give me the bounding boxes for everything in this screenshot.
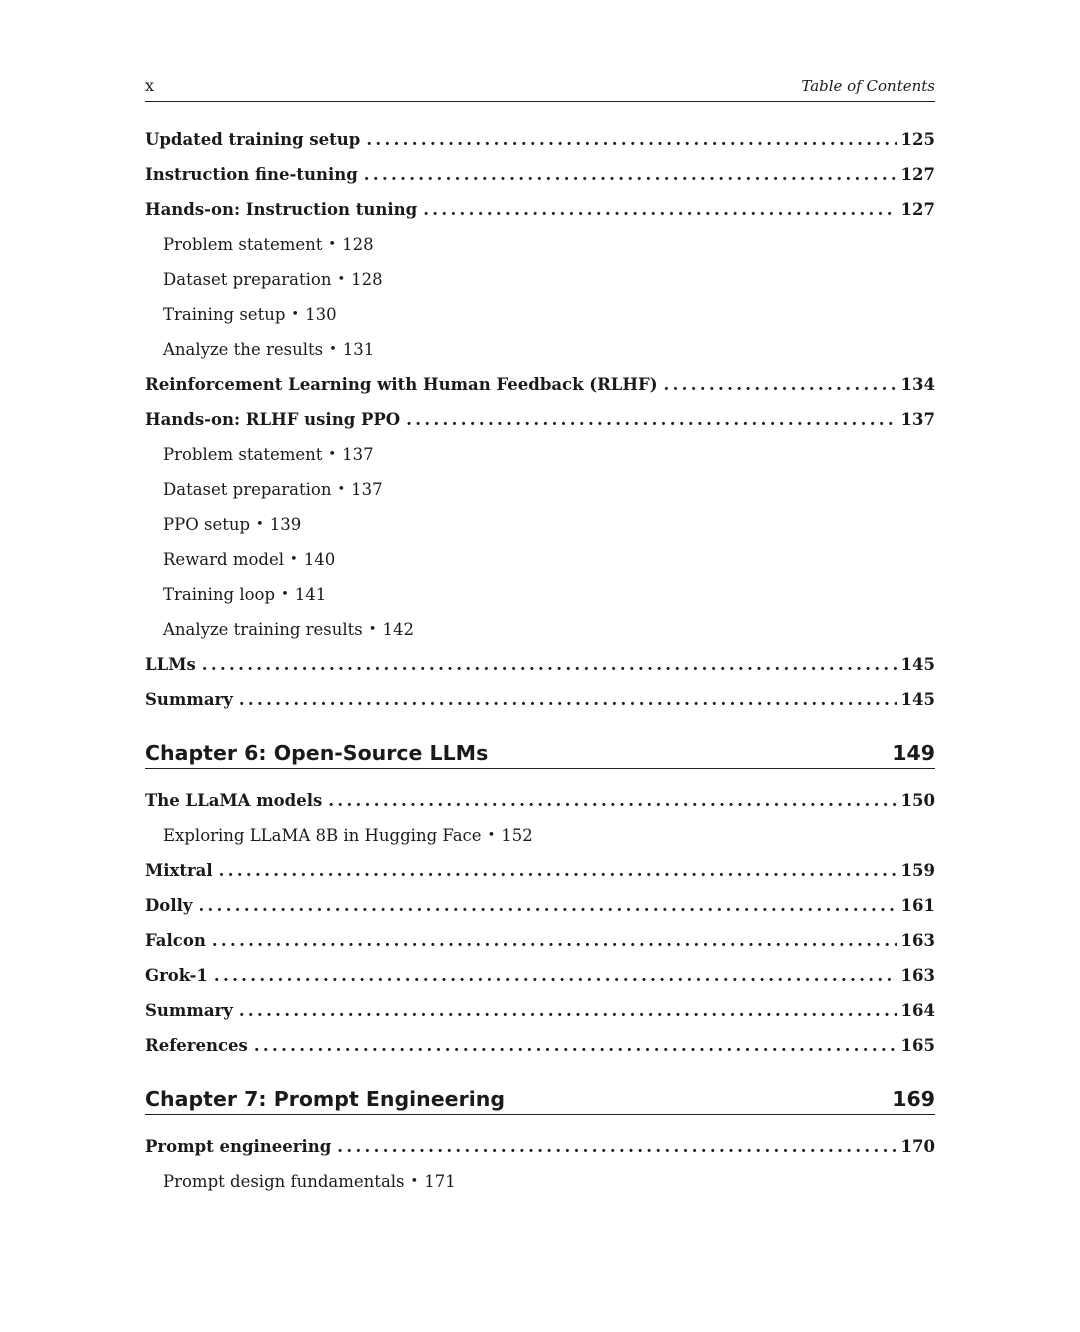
entry-title: Dataset preparation — [163, 270, 332, 289]
toc-entry[interactable] — [145, 923, 935, 958]
toc-subentry[interactable] — [145, 332, 935, 367]
entry-page-number: 145 — [900, 655, 935, 674]
dot-leader — [202, 655, 897, 674]
entry-title: The LLaMA models — [145, 791, 323, 810]
entry-title: References — [145, 1036, 248, 1055]
toc-subentry[interactable] — [145, 227, 935, 262]
entry-title: Grok-1 — [145, 966, 208, 985]
dot-leader — [239, 1001, 897, 1020]
bullet-separator: • — [328, 237, 337, 252]
bullet-separator: • — [487, 828, 496, 843]
bullet-separator: • — [368, 622, 377, 637]
toc-section-chapter-6 — [145, 783, 935, 1063]
toc-subentry[interactable] — [145, 297, 935, 332]
toc-entry[interactable] — [145, 122, 935, 157]
entry-page-number: 137 — [342, 445, 374, 464]
entry-page-number: 137 — [351, 480, 383, 499]
entry-page-number: 128 — [351, 270, 383, 289]
entry-title: Training setup — [163, 305, 286, 324]
entry-page-number: 145 — [900, 690, 935, 709]
entry-title: Training loop — [163, 585, 276, 604]
toc-section-chapter-7 — [145, 1129, 935, 1199]
dot-leader — [239, 690, 897, 709]
entry-page-number: 131 — [342, 340, 375, 359]
entry-page-number: 125 — [900, 130, 935, 149]
toc-subentry[interactable] — [145, 612, 935, 647]
entry-page-number: 159 — [900, 861, 935, 880]
entry-page-number: 170 — [900, 1137, 935, 1156]
toc-entry[interactable] — [145, 192, 935, 227]
bullet-separator: • — [337, 272, 346, 287]
dot-leader — [254, 1036, 897, 1055]
entry-page-number: 134 — [900, 375, 935, 394]
entry-title: Falcon — [145, 931, 206, 950]
toc-subentry[interactable] — [145, 262, 935, 297]
entry-title: Analyze training results — [163, 620, 363, 639]
entry-title: Reward model — [163, 550, 285, 569]
entry-title: Summary — [145, 1001, 233, 1020]
entry-title: Mixtral — [145, 861, 213, 880]
entry-title: Dolly — [145, 896, 193, 915]
toc-entry[interactable] — [145, 783, 935, 818]
entry-page-number: 127 — [900, 165, 935, 184]
entry-title: Problem statement — [163, 235, 323, 254]
toc-subentry[interactable] — [145, 472, 935, 507]
toc-subentry[interactable] — [145, 818, 935, 853]
toc-entry[interactable] — [145, 367, 935, 402]
bullet-separator: • — [337, 482, 346, 497]
chapter-heading-6[interactable] — [145, 733, 935, 769]
entry-page-number: 152 — [501, 826, 533, 845]
dot-leader — [364, 165, 897, 184]
entry-title: Problem statement — [163, 445, 323, 464]
entry-page-number: 128 — [342, 235, 374, 254]
chapter-title: Chapter 6: Open-Source LLMs — [145, 741, 489, 765]
entry-page-number: 141 — [294, 585, 327, 604]
dot-leader — [406, 410, 896, 429]
entry-page-number: 171 — [424, 1172, 456, 1191]
entry-title: Prompt engineering — [145, 1137, 332, 1156]
toc-subentry[interactable] — [145, 542, 935, 577]
entry-page-number: 140 — [303, 550, 336, 569]
entry-page-number: 161 — [900, 896, 935, 915]
bullet-separator: • — [291, 307, 300, 322]
entry-title: Dataset preparation — [163, 480, 332, 499]
toc-entry[interactable] — [145, 402, 935, 437]
toc-entry[interactable] — [145, 1129, 935, 1164]
dot-leader — [219, 861, 897, 880]
entry-page-number: 130 — [305, 305, 337, 324]
running-header — [145, 70, 935, 102]
entry-page-number: 163 — [900, 966, 935, 985]
entry-page-number: 137 — [900, 410, 935, 429]
toc-entry[interactable] — [145, 1028, 935, 1063]
entry-page-number: 164 — [900, 1001, 935, 1020]
toc-section-chapter-5-continued — [145, 122, 935, 717]
chapter-heading-7[interactable] — [145, 1079, 935, 1115]
dot-leader — [664, 375, 897, 394]
entry-page-number: 150 — [900, 791, 935, 810]
entry-title: PPO setup — [163, 515, 251, 534]
toc-entry[interactable] — [145, 157, 935, 192]
dot-leader — [198, 896, 896, 915]
running-title: Table of Contents — [801, 77, 935, 95]
toc-subentry[interactable] — [145, 437, 935, 472]
entry-page-number: 165 — [900, 1036, 935, 1055]
entry-page-number: 163 — [900, 931, 935, 950]
entry-title: Exploring LLaMA 8B in Hugging Face — [163, 826, 482, 845]
entry-title: Hands-on: Instruction tuning — [145, 200, 418, 219]
entry-title: Analyze the results — [163, 340, 324, 359]
dot-leader — [328, 791, 896, 810]
bullet-separator: • — [329, 342, 337, 357]
bullet-separator: • — [410, 1174, 419, 1189]
bullet-separator: • — [290, 552, 298, 567]
entry-page-number: 139 — [269, 515, 302, 534]
entry-title: Instruction fine-tuning — [145, 165, 358, 184]
dot-leader — [366, 130, 896, 149]
toc-entry[interactable] — [145, 958, 935, 993]
dot-leader — [337, 1137, 896, 1156]
toc-page — [145, 70, 935, 1199]
entry-title: Reinforcement Learning with Human Feedback (RLHF) — [145, 375, 658, 394]
chapter-page: 169 — [892, 1087, 935, 1111]
toc-entry[interactable] — [145, 647, 935, 682]
bullet-separator: • — [256, 517, 264, 532]
page-number: x — [145, 76, 155, 95]
dot-leader — [214, 966, 897, 985]
entry-title: LLMs — [145, 655, 196, 674]
entry-title: Prompt design fundamentals — [163, 1172, 405, 1191]
dot-leader — [423, 200, 896, 219]
bullet-separator: • — [328, 447, 337, 462]
toc-entry[interactable] — [145, 682, 935, 717]
dot-leader — [212, 931, 897, 950]
toc-entry[interactable] — [145, 888, 935, 923]
entry-title: Hands-on: RLHF using PPO — [145, 410, 401, 429]
entry-page-number: 142 — [382, 620, 414, 639]
entry-title: Summary — [145, 690, 233, 709]
entry-title: Updated training setup — [145, 130, 361, 149]
chapter-title: Chapter 7: Prompt Engineering — [145, 1087, 505, 1111]
toc-subentry[interactable] — [145, 507, 935, 542]
chapter-page: 149 — [892, 741, 935, 765]
bullet-separator: • — [281, 587, 289, 602]
entry-page-number: 127 — [900, 200, 935, 219]
toc-subentry[interactable] — [145, 577, 935, 612]
toc-entry[interactable] — [145, 853, 935, 888]
toc-entry[interactable] — [145, 993, 935, 1028]
toc-subentry[interactable] — [145, 1164, 935, 1199]
